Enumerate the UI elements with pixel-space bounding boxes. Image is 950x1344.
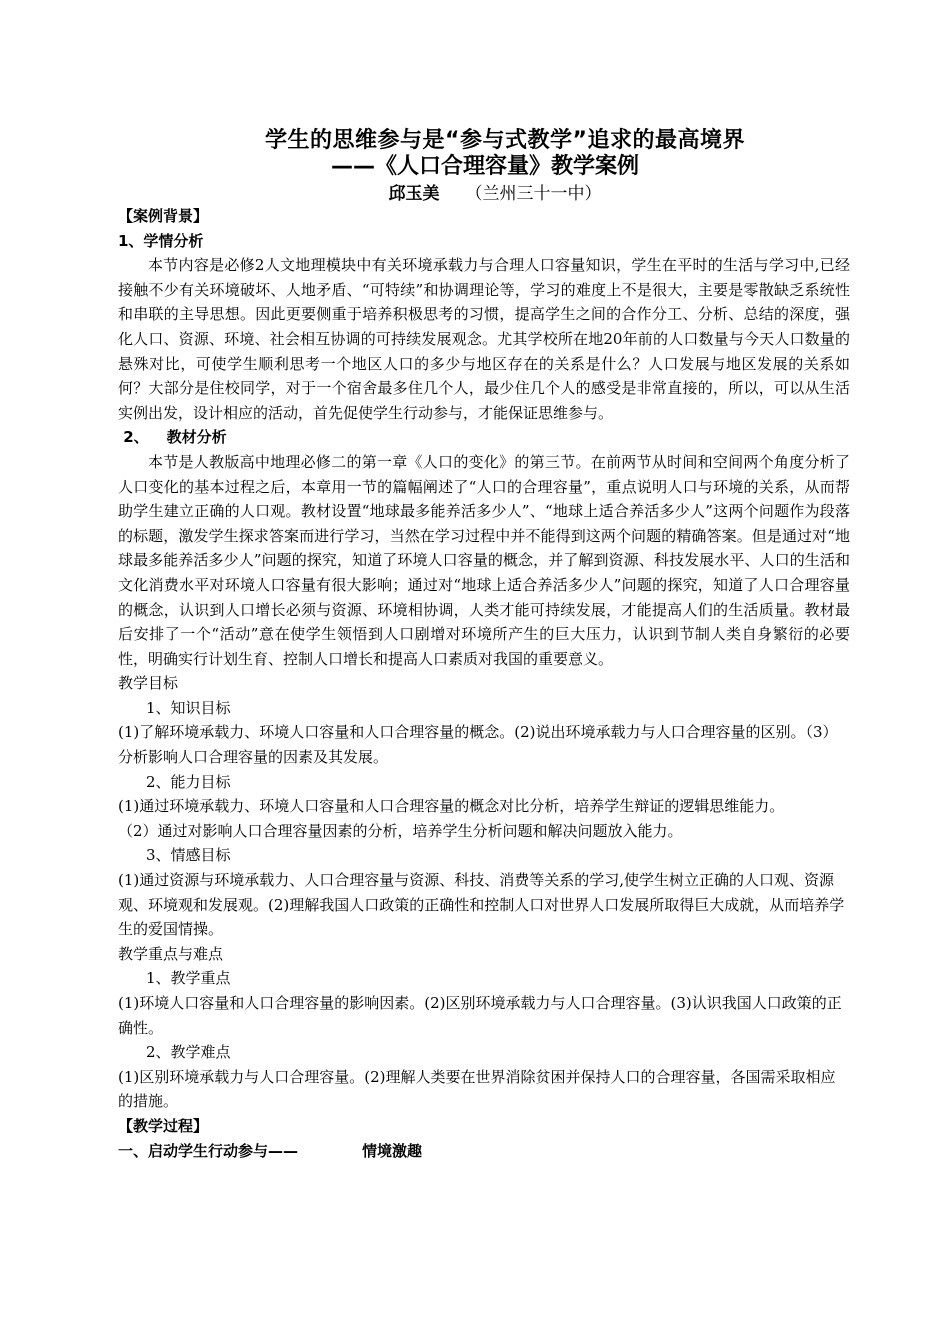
section-heading-background: 【案例背景】 — [118, 207, 209, 225]
goal-ability-text-1: (1)通过环境承载力、环境人口容量和人口合理容量的概念对比分析，培养学生辩证的逻辑思维能力。 — [118, 797, 785, 816]
document-title: 学生的思维参与是“参与式教学”追求的最高境界 — [265, 128, 745, 153]
section-heading-goals: 教学目标 — [118, 674, 179, 693]
author-line — [40, 182, 950, 206]
goal-ability-heading: 2、能力目标 — [146, 772, 231, 791]
section-number: 2、 — [123, 428, 149, 447]
difficulty-text: (1)区别环境承载力与人口合理容量。(2)理解人类要在世界消除贫困并保持人口的合理容量，各国需采取相应的措施。 — [118, 1067, 836, 1111]
goal-ability-text-2: （2）通过对影响人口合理容量因素的分析，培养学生分析问题和解决问题放入能力。 — [118, 821, 683, 840]
section-heading-process: 【教学过程】 — [118, 1116, 209, 1135]
process-step-1-subtitle: 情境激趣 — [362, 1141, 423, 1160]
section-heading-textbook-analysis — [118, 425, 850, 450]
keypoint-text: (1)环境人口容量和人口合理容量的影响因素。(2)区别环境承载力与人口合理容量。(3)认识我国人口政策的正确性。 — [118, 994, 842, 1037]
author-name: 邱玉美 — [388, 184, 440, 204]
process-step-1-heading — [118, 1139, 850, 1164]
goal-emotion-heading: 3、情感目标 — [146, 846, 231, 865]
author-affiliation: （兰州三十一中） — [465, 184, 602, 204]
document-subtitle: ——《人口合理容量》教学案例 — [330, 154, 639, 179]
section-title: 教材分析 — [166, 428, 227, 447]
goal-knowledge-heading: 1、知识目标 — [146, 698, 231, 717]
paragraph-learner-analysis: 本节内容是必修2人文地理模块中有关环境承载力与合理人口容量知识，学生在平时的生活与学习中,已经接触不少有关环境破坏、人地矛盾、“可特续”和协调理论等，学习的难度上不是很大，主要是零散缺乏系统性和串联的主导思想。因此更要侧重于培养积极思考的习惯，提高学生之间的合作分工、分析、总结的深度，强化人口、资源、环境、社会相互协调的可持续发展观念。尤其学校所在地20年前的人口数量与今天人口数量的悬殊对比，可使学生顺利思考一个地区人口的多少与地区存在的关系是什么？人口发展与地区发展的关系如何？大部分是住校同学，对于一个宿舍最多住几个人，最少住几个人的感受是非常直接的，所以，可以从生活实例出发，设计相应的活动，首先促使学生行动参与，才能保证思维参与。 — [118, 256, 850, 422]
title-block — [0, 128, 950, 206]
keypoint-heading: 1、教学重点 — [146, 969, 231, 988]
section-heading-keypoints: 教学重点与难点 — [118, 944, 224, 963]
goal-knowledge-text: (1)了解环境承载力、环境人口容量和人口合理容量的概念。(2)说出环境承载力与人口合理容量的区别。（3）分析影响人口合理容量的因素及其发展。 — [118, 723, 838, 767]
document-body — [118, 204, 850, 1163]
section-heading-learner-analysis: 1、学情分析 — [118, 231, 204, 250]
process-step-1-title: 一、启动学生行动参与—— — [118, 1141, 299, 1160]
difficulty-heading: 2、教学难点 — [146, 1043, 231, 1062]
paragraph-textbook-analysis: 本节是人教版高中地理必修二的第一章《人口的变化》的第三节。在前两节从时间和空间两个角度分析了人口变化的基本过程之后，本章用一节的篇幅阐述了“人口的合理容量”，重点说明人口与环境的关系，从而帮助学生建立正确的人口观。教材设置“地球最多能养活多少人”、“地球上适合养活多少人”这两个问题作为段落的标题，激发学生探求答案而进行学习，当然在学习过程中并不能得到这两个问题的精确答案。但是通过对“地球最多能养活多少人”问题的探究，知道了环境人口容量的概念，并了解到资源、科技发展水平、人口的生活和文化消费水平对环境人口容量有很大影响；通过对“地球上适合养活多少人”问题的探究，知道了人口合理容量的概念，认识到人口增长必须与资源、环境相协调，人类才能可持续发展，才能提高人们的生活质量。教材最后安排了一个“活动”意在使学生领悟到人口剧增对环境所产生的巨大压力，认识到节制人类自身繁衍的必要性，明确实行计划生育、控制人口增长和提高人口素质对我国的重要意义。 — [118, 452, 850, 668]
goal-emotion-text: (1)通过资源与环境承载力、人口合理容量与资源、科技、消费等关系的学习,使学生树立正确的人口观、资源观、环境观和发展观。(2)理解我国人口政策的正确性和控制人口对世界人口发展所取得巨大成就，从而培养学生的爱国情操。 — [118, 871, 845, 939]
